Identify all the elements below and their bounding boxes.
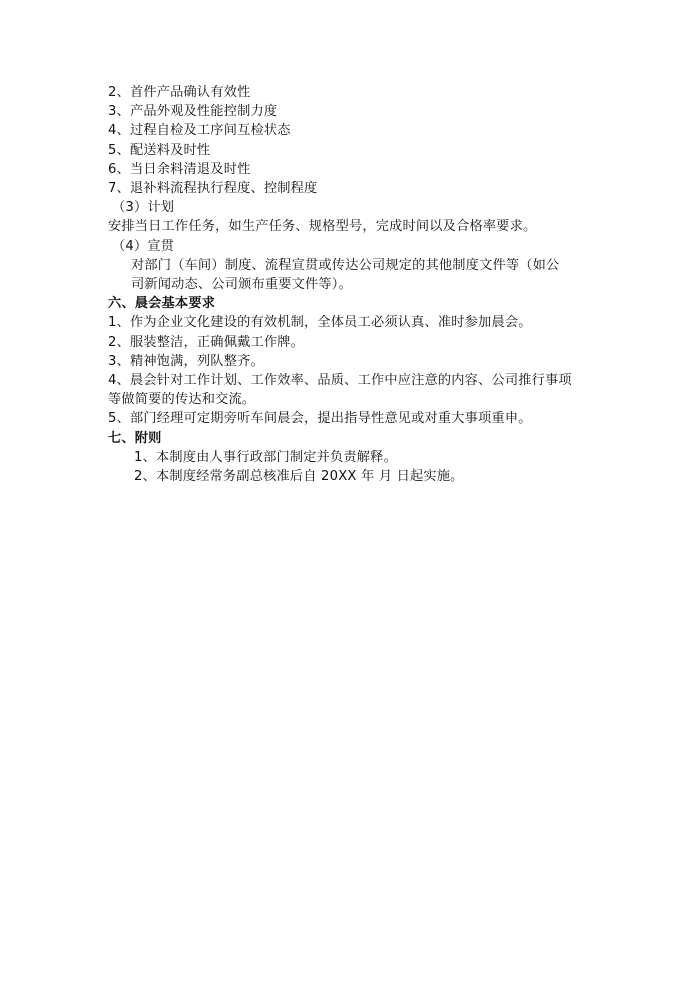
list-item: 3、精神饱满，列队整齐。	[108, 353, 264, 369]
subsection-heading: （3）计划	[112, 200, 175, 216]
list-item: 6、当日余料清退及时性	[108, 161, 251, 177]
subsection-heading: （4）宣贯	[112, 238, 175, 254]
list-item: 4、过程自检及工序间互检状态	[108, 123, 291, 139]
document-body	[108, 83, 598, 486]
list-item: 2、首件产品确认有效性	[108, 85, 251, 100]
list-item: 4、晨会针对工作计划、工作效率、品质、工作中应注意的内容、公司推行事项	[108, 373, 572, 389]
section-heading: 七、附则	[108, 430, 162, 446]
list-item: 3、产品外观及性能控制力度	[108, 104, 278, 120]
section-heading: 六、晨会基本要求	[108, 296, 216, 312]
list-item: 2、本制度经常务副总核准后自 20XX 年 月 日起实施。	[134, 469, 464, 485]
list-item: 7、退补料流程执行程度、控制程度	[108, 181, 318, 197]
paragraph: 安排当日工作任务，如生产任务、规格型号，完成时间以及合格率要求。	[108, 219, 537, 235]
list-item: 2、服装整洁，正确佩戴工作牌。	[108, 334, 305, 350]
paragraph-line: 对部门（车间）制度、流程宣贯或传达公司规定的其他制度文件等（如公	[131, 257, 560, 273]
paragraph-line: 司新闻动态、公司颁布重要文件等）。	[131, 277, 352, 293]
list-item: 1、作为企业文化建设的有效机制，全体员工必须认真、准时参加晨会。	[108, 315, 532, 331]
list-item: 1、本制度由人事行政部门制定并负责解释。	[134, 449, 397, 465]
list-item: 5、配送料及时性	[108, 142, 211, 158]
list-item: 5、部门经理可定期旁听车间晨会，提出指导性意见或对重大事项重申。	[108, 411, 532, 427]
list-item-continuation: 等做简要的传达和交流。	[108, 392, 256, 408]
